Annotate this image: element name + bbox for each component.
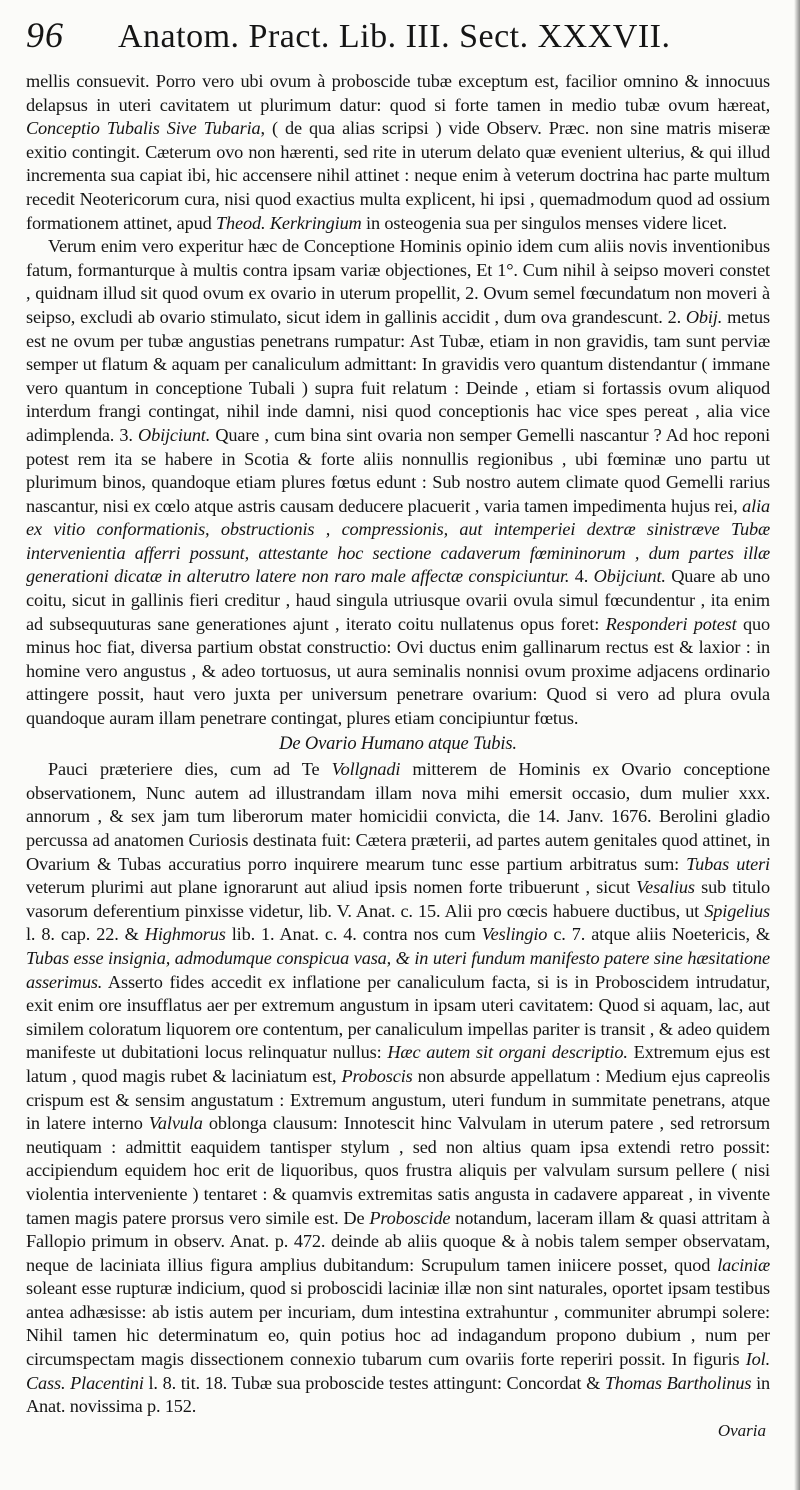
text-run: , ( de qua alias scripsi ) vide Observ. Præc. non sine matris miseræ exitio contingit. Cæterum ovo non hærenti, sed rite in uterum delato quæ evenient ulterius, & qui illud incrementa sua capiat ibi, hic accensere nihil attinet : neque enim à veterum doctrina hac parte multum recedit Neotericorum cura, nisi quod exactius multa explicent, hi ipsi , quemadmodum quod ad ossium formationem attinet, apud [26, 118, 770, 233]
text-run: mitterem de Hominis ex Ovario conceptione observationem, Nunc autem ad illustrandam illam nova mihi emersit occasio, dum mulier xxx. annorum , & sex jam tum liberorum mater homicidii convicta, die 14. Janv. 1676. Berolini gladio percussa ad anatomen Curiosis destinata fuit: Cætera præterii, ad partes autem genitales quod attinet, in Ovarium & Tubas accuratius porro inquirere mearum tunc esse partium arbitratus sum: [26, 759, 770, 874]
italic-run: Obijciunt. [593, 566, 666, 587]
text-run: l. 8. cap. 22. & [26, 924, 145, 945]
text-run: quo minus hoc fiat, diversa partium obstat constructio: Ovi ductus enim gallinarum rectus est & laxior : in homine vero angustus , & adeo tortuosus, ut aura seminalis nonnisi ovum proxime adjacens ordinario attingere possit, haut vero juxta per universum penetrare ovarium: Quod si vero ad plura ovula quandoque auram illam penetrare contingat, plures etiam concipiuntur fœtus. [26, 613, 770, 729]
text-run: Asserto fides accedit ex inflatione per canaliculum facta, si is in Proboscidem intrudatur, exit enim ore insufflatus aer per extremum angustum in ipsam uteri cavitatem: Quod si aquam, lac, aut similem coloratum liquorem ore contentum, per canaliculum impellas pariter is transit , & adeo quidem manifeste ut dubitationi locus relinquatur nullus: [26, 971, 770, 1063]
italic-run: Thomas Bartholinus [604, 1372, 752, 1393]
text-run: in Anat. novissima p. 152. [26, 1372, 770, 1417]
text-run: oblonga clausum: Innotescit hinc Valvulam in uterum patere , sed retrorsum neutiquam : admittit eaquidem tantisper stylum , sed non altius quam ipsa extendi retro possit: accipiendum equidem hoc erit de liquoribus, quos frustra aliquis per valvulam sursum pellere ( nisi violentia interveniente ) tentaret : & quamvis extremitas satis angusta in cadavere appareat , in vivente tamen magis patere prorsus vero simile est. De [26, 1113, 770, 1228]
paragraph [26, 758, 770, 1419]
text-run: Quare ab uno coitu, sicut in gallinis fieri creditur , haud singula utriusque ovarii ovula simul fœcundentur , ita enim ad subsequuturas sane generationes ajunt , iterato coitu nullatenus opus foret: [26, 566, 770, 634]
italic-run: Spigelius [704, 900, 770, 921]
paragraph [26, 235, 770, 730]
italic-run: Obijciunt. [138, 424, 211, 445]
italic-run: Conceptio Tubalis Sive Tubaria [26, 118, 261, 139]
section-ovario [26, 758, 770, 1419]
italic-run: Veslingio [481, 924, 548, 945]
text-run: lib. 1. Anat. c. 4. contra nos cum [225, 924, 482, 945]
text-run: soleant esse rupturæ indicium, quod si proboscidi laciniæ illæ non sint naturales, oportet ipsam testibus antea adhæsisse: ab istis autem per incuriam, dum intestina extrahuntur , communiter abrumpi solere: Nihil tamen hic determinatum eo, quin potius hoc ad indagandum propono dubium , num per circumspectam magis dissectionem connexio tubarum cum ovariis forte reperiri possit. In figuris [26, 1278, 770, 1370]
text-run: metus est ne ovum per tubæ angustias penetrans rumpatur: Ast Tubæ, etiam in non gravidis, tam sunt perviæ semper ut flatum & aquam per canaliculum admittant: In gravidis vero quantum distendantur ( immane vero quantum in conceptione Tubali ) supra fuit relatum : Deinde , etiam si fortassis ovum aliquod interdum frangi contingat, nihil inde damni, nisi quod conceptionis hac vice spes pereat , alia vice adimplenda. 3. [26, 306, 770, 445]
italic-run: Hæc autem sit organi descriptio. [387, 1042, 628, 1063]
italic-run: Tubas esse insignia, admodumque conspicua vasa, & in uteri fundum manifesto patere sine hæsitatione asserimus. [26, 947, 770, 992]
italic-run: Theod. Kerkringium [216, 212, 362, 233]
italic-run: laciniæ [717, 1254, 770, 1275]
text-run: 4. [569, 566, 594, 587]
body-text [26, 70, 770, 1419]
italic-run: Proboscis [341, 1065, 413, 1086]
italic-run: Responderi potest [605, 613, 737, 634]
italic-run: Highmorus [144, 924, 226, 945]
page-header [26, 14, 770, 70]
text-run: veterum plurimi aut plane ignorarunt aut aliud ipsis nomen forte tribuerunt , sicut [26, 877, 637, 898]
italic-run: Tubas uteri [686, 853, 770, 874]
italic-run: Obij. [685, 306, 723, 327]
text-run: c. 7. atque aliis Noetericis, & [547, 924, 770, 945]
text-run: mellis consuevit. Porro vero ubi ovum à proboscide tubæ exceptum est, facilior omnino & innocuus delapsus in uteri cavitatem ut plurimum datur: quod si forte tamen in medio tubæ ovum hæreat, [26, 71, 770, 115]
italic-run: Proboscide [369, 1207, 451, 1228]
section-subheading: De Ovario Humano atque Tubis. [279, 733, 517, 754]
text-run: l. 8. tit. 18. Tubæ sua proboscide testes attingunt: Concordat & [143, 1372, 605, 1393]
text-run: Quare , cum bina sint ovaria non semper Gemelli nascantur ? Ad hoc reponi potest rem ita se habere in Scotia & forte aliis nonnullis regionibus , ubi fœminæ uno partu ut plurimum binos, quandoque etiam plures fœtus edunt : Sub nostro autem climate quod Gemelli rarius nascantur, nisi ex cœlo atque astris causam deducere placuerit , varia tamen impedimenta hujus rei, [26, 424, 770, 516]
section-conception [26, 70, 770, 731]
italic-run: Valvula [148, 1113, 203, 1134]
text-run: in osteogenia sua per singulos menses videre licet. [361, 212, 727, 233]
text-run: non absurde appellatum : Medium ejus capreolis crispum est & sensim angustatum : Extremum angustum, uteri fundum in summitate penetrans, atque in latere interno [26, 1065, 770, 1134]
text-run: notandum, laceram illam & quasi attritam à Fallopio primum in observ. Anat. p. 472. deinde ab aliis quoque & à nobis talem semper observatam, neque de laciniata illius figura amplius dubitandum: Scrupulum tamen iniicere posset, quod [26, 1207, 770, 1275]
paragraph [26, 70, 770, 235]
running-title: Anatom. Pract. Lib. III. Sect. XXXVII. [118, 18, 671, 55]
catchword: Ovaria [717, 1420, 766, 1440]
text-run: Verum enim vero experitur hæc de Conceptione Hominis opinio idem cum aliis novis inventionibus fatum, formanturque à multis contra ipsam variæ objectiones, Et 1°. Cum nihil à seipso moveri constet , quidnam illud sit quod ovum ex ovario in uterum propellit, 2. Ovum semel fœcundatum non moveri à seipso, excludi ab ovario stimulato, sicut idem in gallinis accidit , dum ova grandescunt. 2. [26, 236, 770, 327]
italic-run: alia ex vitio conformationis, obstructionis , compressionis, aut intemperiei dextræ sinistræve Tubæ intervenientia afferri possunt, attestante hoc sectione cadaverum fœmininorum , dum partes illæ generationi dicatæ in alterutro latere non raro male affectæ conspiciuntur. [26, 495, 770, 587]
text-run: Pauci præteriere dies, cum ad Te [48, 759, 332, 780]
page-number: 96 [26, 15, 64, 55]
italic-run: Vesalius [636, 877, 695, 898]
italic-run: Vollgnadi [331, 759, 401, 780]
text-run: Extremum ejus est latum , quod magis rubet & laciniatum est, [26, 1042, 770, 1086]
text-run: sub titulo vasorum deferentium pinxisse videtur, lib. V. Anat. c. 15. Alii pro cœcis habuere ductibus, ut [26, 877, 770, 921]
italic-run: Iol. Cass. Placentini [26, 1349, 770, 1393]
